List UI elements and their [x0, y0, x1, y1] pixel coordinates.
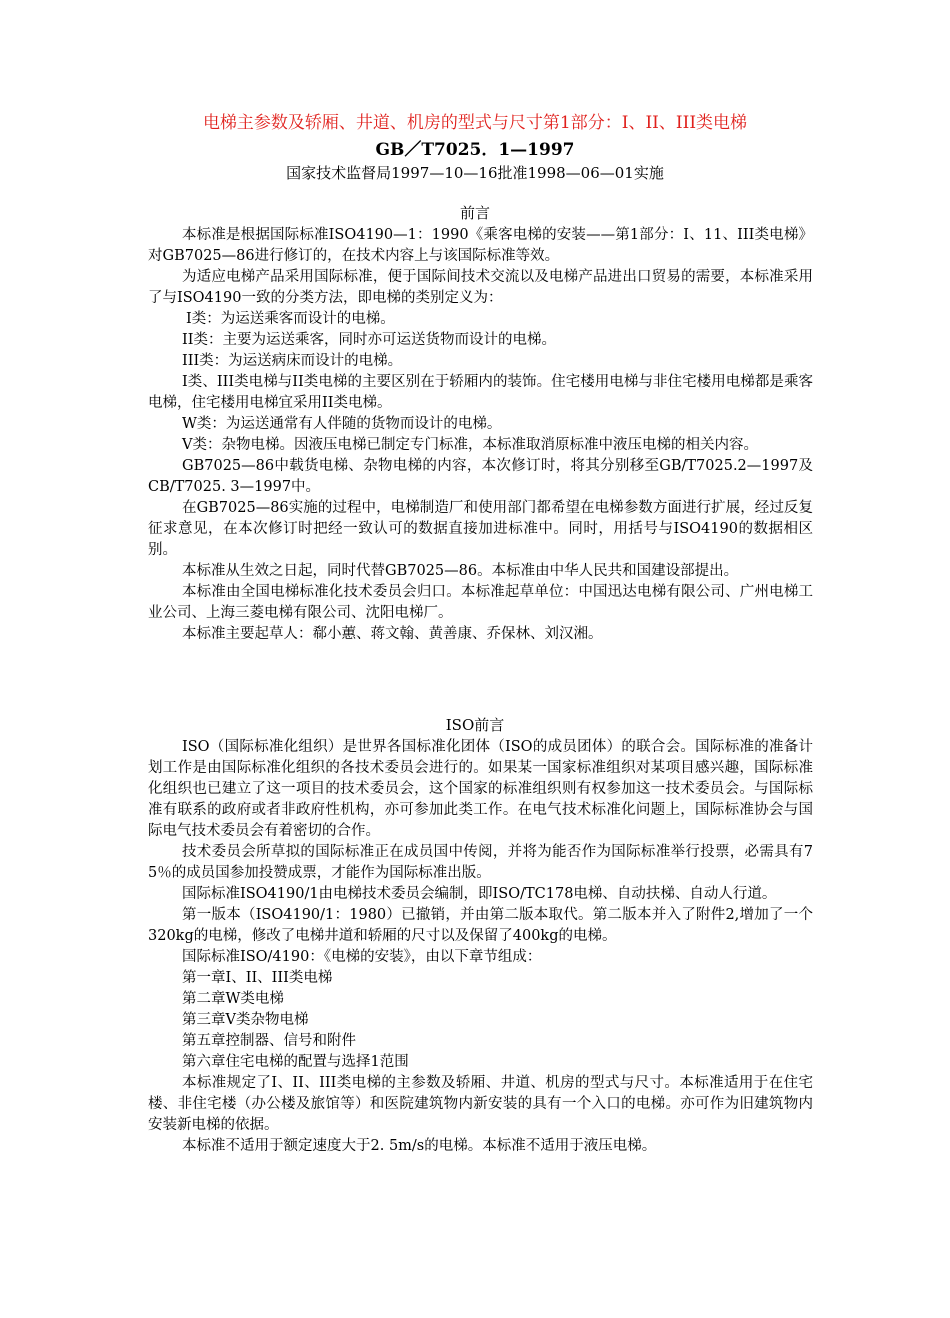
chapter-item: 第三章V类杂物电梯	[182, 1012, 309, 1028]
foreword-paragraph: I类、III类电梯与II类电梯的主要区别在于轿厢内的装饰。住宅楼用电梯与非住宅楼用电梯都是乘客电梯，住宅楼用电梯宜采用II类电梯。	[148, 374, 813, 411]
standard-number: GB／T7025．1—1997	[375, 140, 575, 160]
iso-paragraph: 国际标准ISO/4190：《电梯的安装》，由以下章节组成：	[182, 949, 542, 965]
chapter-item: 第一章I、II、III类电梯	[182, 970, 333, 986]
iso-foreword-body	[148, 737, 813, 1157]
chapter-item: 第二章W类电梯	[182, 991, 284, 1007]
iso-paragraph: 第一版本（ISO4190/1：1980）已撤销，并由第二版本取代。第二版本并入了附件2,增加了一个320kg的电梯，修改了电梯井道和轿厢的尺寸以及保留了400kg的电梯。	[148, 907, 813, 944]
foreword-paragraph: 本标准从生效之日起，同时代替GB7025—86。本标准由中华人民共和国建设部提出。	[182, 563, 739, 579]
foreword-paragraph: 在GB7025—86实施的过程中，电梯制造厂和使用部门都希望在电梯参数方面进行扩展，经过反复征求意见，在本次修订时把经一致认可的数据直接加进标准中。同时，用括号与ISO4190的数据相区别。	[148, 500, 813, 558]
foreword-paragraph: 为适应电梯产品采用国际标准，便于国际间技术交流以及电梯产品进出口贸易的需要，本标准采用了与ISO4190一致的分类方法，即电梯的类别定义为：	[148, 269, 813, 306]
scope-paragraph: 本标准不适用于额定速度大于2. 5m/s的电梯。本标准不适用于液压电梯。	[182, 1138, 657, 1154]
class-definition: III类：为运送病床而设计的电梯。	[182, 353, 403, 369]
class-definition: II类：主要为运送乘客，同时亦可运送货物而设计的电梯。	[182, 332, 556, 348]
class-definition: W类：为运送通常有人伴随的货物而设计的电梯。	[182, 416, 502, 432]
chapter-item: 第五章控制器、信号和附件	[182, 1033, 356, 1049]
class-definition: V类：杂物电梯。因液压电梯已制定专门标准，本标准取消原标准中液压电梯的相关内容。	[182, 437, 758, 453]
iso-paragraph: 国际标准ISO4190/1由电梯技术委员会编制，即ISO/TC178电梯、自动扶梯、自动人行道。	[182, 886, 777, 902]
foreword-body	[148, 225, 813, 645]
iso-paragraph: ISO（国际标准化组织）是世界各国标准化团体（ISO的成员团体）的联合会。国际标准的准备计划工作是由国际标准化组织的各技术委员会进行的。如果某一国家标准组织对某项目感兴趣，国际标准化组织也已建立了这一项目的技术委员会，这个国家的标准组织则有权参加这一技术委员会。与国际标准有联系的政府或者非政府性机构，亦可参加此类工作。在电气技术标准化问题上，国际标准协会与国际电气技术委员会有着密切的合作。	[148, 739, 813, 839]
chapter-item: 第六章住宅电梯的配置与选择1范围	[182, 1054, 409, 1070]
foreword-heading: 前言	[459, 204, 490, 222]
foreword-paragraph: GB7025—86中载货电梯、杂物电梯的内容，本次修订时，将其分别移至GB/T7025.2—1997及CB/T7025. 3—1997中。	[148, 458, 813, 495]
document-title: 电梯主参数及轿厢、井道、机房的型式与尺寸第1部分：I、II、III类电梯	[202, 113, 748, 133]
approval-line: 国家技术监督局1997—10—16批准1998—06—01实施	[286, 164, 664, 182]
scope-paragraph: 本标准规定了I、II、III类电梯的主参数及轿厢、井道、机房的型式与尺寸。本标准适用于在住宅楼、非住宅楼（办公楼及旅馆等）和医院建筑物内新安装的具有一个入口的电梯。亦可作为旧建筑物内安装新电梯的依据。	[148, 1075, 813, 1133]
iso-foreword-heading: ISO前言	[445, 716, 505, 734]
class-definition: I类：为运送乘客而设计的电梯。	[186, 311, 395, 327]
foreword-paragraph: 本标准由全国电梯标准化技术委员会归口。本标准起草单位：中国迅达电梯有限公司、广州电梯工业公司、上海三菱电梯有限公司、沈阳电梯厂。	[148, 584, 813, 621]
foreword-paragraph: 本标准是根据国际标准ISO4190—1：1990《乘客电梯的安装——第1部分：I、11、III类电梯》对GB7025—86进行修订的，在技术内容上与该国际标准等效。	[148, 227, 813, 264]
foreword-paragraph: 本标准主要起草人：郗小蕙、蒋文翰、黄善康、乔保林、刘汉湘。	[182, 626, 603, 642]
iso-paragraph: 技术委员会所草拟的国际标准正在成员国中传阅，并将为能否作为国际标准举行投票，必需具有75％的成员国参加投赞成票，才能作为国际标准出版。	[148, 844, 813, 881]
